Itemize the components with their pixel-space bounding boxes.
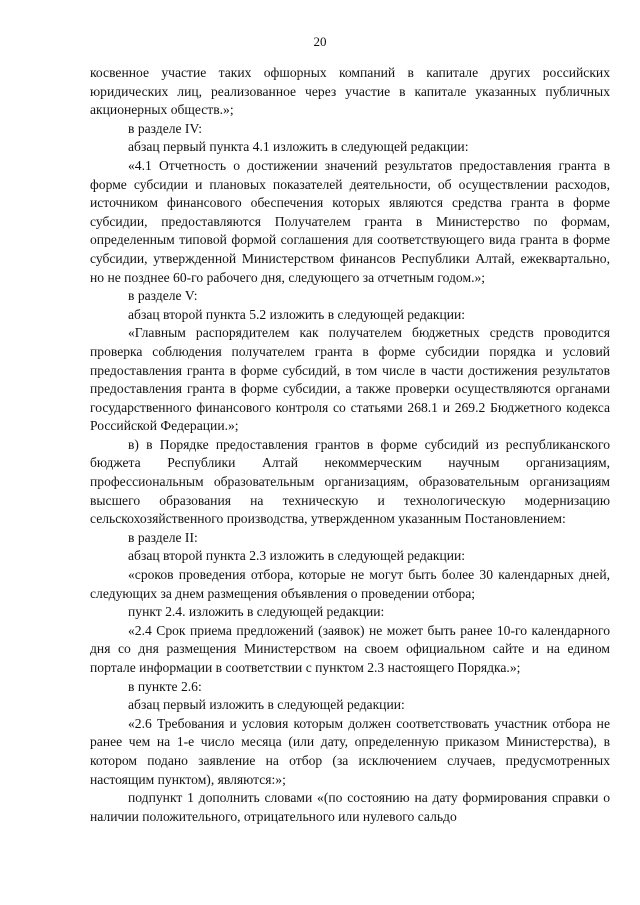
paragraph-point-2-6: в пункте 2.6:	[128, 678, 202, 694]
paragraph-clause-2-4: «2.4 Срок приема предложений (заявок) не может быть ранее 10-го календарного дня со дня размещения Министерством на своем официальном сайте и на едином портале информации в соответствии с пунктом 2.3 настоящего Порядка.»;	[90, 622, 610, 675]
paragraph-instruction-4-1: абзац первый пункта 4.1 изложить в следующей редакции:	[128, 139, 469, 155]
paragraph-instruction-2-4: пункт 2.4. изложить в следующей редакции:	[128, 604, 385, 620]
paragraph-section-ii: в разделе II:	[128, 529, 198, 545]
paragraph-instruction-2-6: абзац первый изложить в следующей редакции:	[128, 697, 405, 713]
paragraph-section-v: в разделе V:	[128, 288, 198, 304]
paragraph-instruction-5-2: абзац второй пункта 5.2 изложить в следующей редакции:	[128, 306, 466, 322]
paragraph-clause-5-2: «Главным распорядителем как получателем бюджетных средств проводится проверка соблюдения получателем гранта в форме субсидии порядка и условий предоставления гранта в форме субсидий, в том числе в части достижения результатов предоставления гранта в форме субсидии, а также проверки осуществляются органами государственного финансового контроля со статьями 268.1 и 269.2 Бюджетного кодекса Российской Федерации.»;	[90, 325, 610, 434]
paragraph-subpoint-1: подпункт 1 дополнить словами «(по состоянию на дату формирования справки о наличии положительного, отрицательного или нулевого сальдо	[90, 790, 610, 824]
paragraph-item-v: в) в Порядке предоставления грантов в форме субсидий из республиканского бюджета Республики Алтай некоммерческим научным организациям, профессиональным образовательным организациям, образовательным организациям высшего образования на техническую и технологическую модернизацию сельскохозяйственного производства, утвержденном указанным Постановлением:	[90, 436, 610, 527]
paragraph-clause-2-3: «сроков проведения отбора, которые не могут быть более 30 календарных дней, следующих за днем размещения объявления о проведении отбора;	[90, 567, 610, 601]
paragraph-continuation: косвенное участие таких офшорных компаний в капитале других российских юридических лиц, реализованное через участие в капитале указанных публичных акционерных обществ.»;	[90, 65, 610, 118]
page-number: 20	[313, 34, 327, 49]
paragraph-section-iv: в разделе IV:	[128, 120, 203, 136]
paragraph-clause-4-1: «4.1 Отчетность о достижении значений результатов предоставления гранта в форме субсидии и плановых показателей деятельности, об осуществлении расходов, источником финансового обеспечения которых являются средства гранта в форме субсидии, предоставляются Получателем гранта в Министерство по формам, определенным типовой формой соглашения для соответствующего вида гранта в форме субсидии, утвержденной Министерством финансов Республики Алтай, ежеквартально, но не позднее 60-го рабочего дня, следующего за отчетным годом.»;	[90, 157, 610, 285]
paragraph-instruction-2-3: абзац второй пункта 2.3 изложить в следующей редакции:	[128, 548, 466, 564]
document-body	[90, 64, 610, 826]
paragraph-clause-2-6: «2.6 Требования и условия которым должен соответствовать участник отбора не ранее чем на 1-е число месяца (или дату, определенную приказом Министерства), в котором подано заявление на отбор (за исключением случаев, предусмотренных настоящим пунктом), являются:»;	[90, 715, 610, 787]
